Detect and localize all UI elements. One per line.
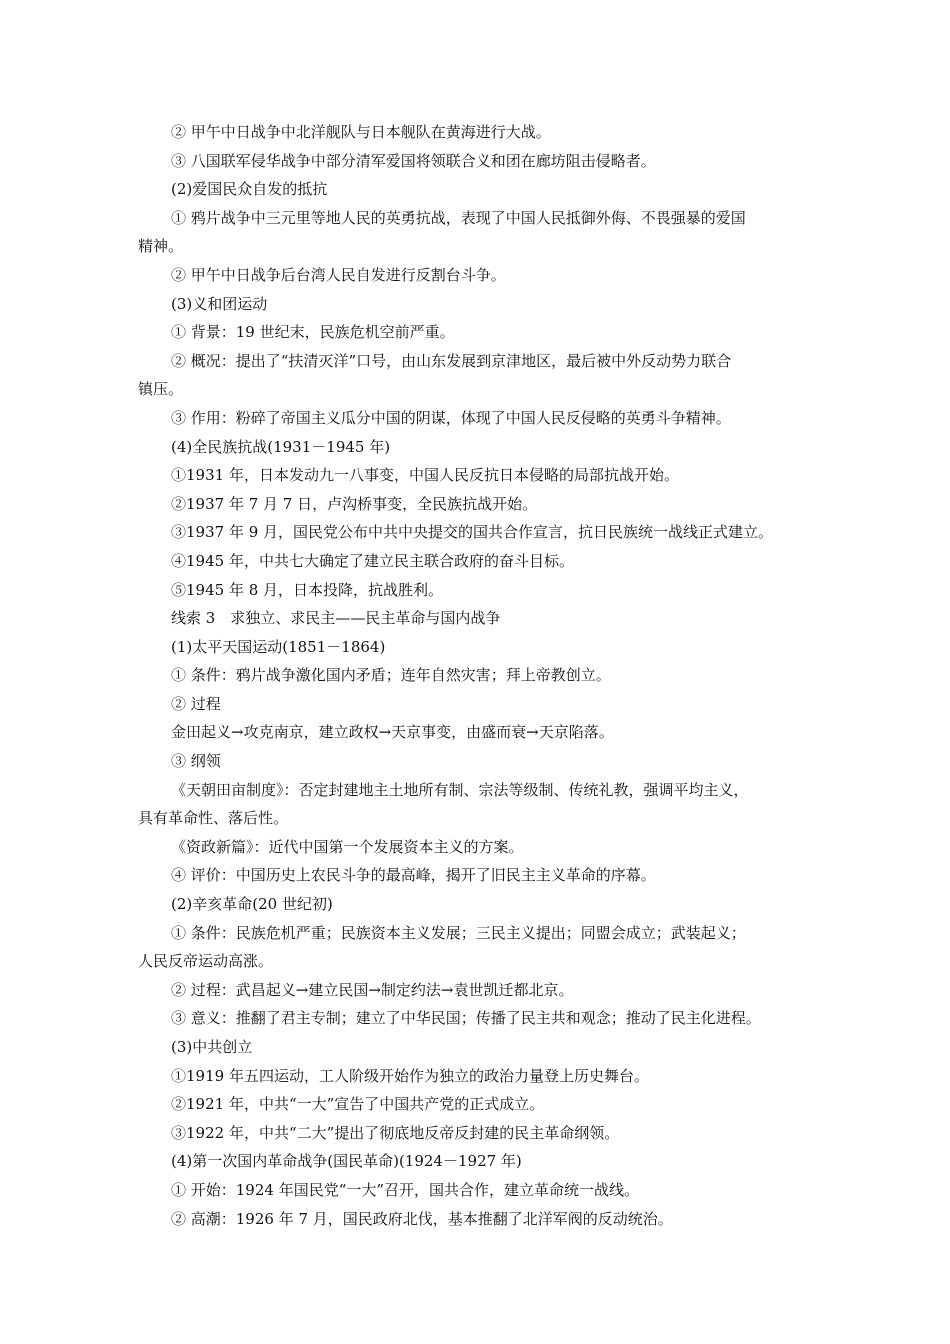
text-line: ① 开始：1924 年国民党“一大”召开，国共合作，建立革命统一战线。 <box>171 1180 640 1199</box>
subsection-heading: (1)太平天国运动(1851－1864) <box>171 637 386 656</box>
text-line: ③ 作用：粉碎了帝国主义瓜分中国的阴谋，体现了中国人民反侵略的英勇斗争精神。 <box>171 408 731 427</box>
text-line: ② 甲午中日战争后台湾人民自发进行反割台斗争。 <box>171 265 506 284</box>
text-line: ②1937 年 7 月 7 日，卢沟桥事变，全民族抗战开始。 <box>171 494 538 513</box>
text-line: ③1922 年，中共“二大”提出了彻底地反帝反封建的民主革命纲领。 <box>171 1123 620 1142</box>
text-line: 《资政新篇》：近代中国第一个发展资本主义的方案。 <box>171 837 524 856</box>
text-line: ②1921 年，中共“一大”宣告了中国共产党的正式成立。 <box>171 1095 545 1114</box>
text-line: ③ 纲领 <box>171 752 221 771</box>
text-line: ① 条件：民族危机严重；民族资本主义发展；三民主义提出；同盟会成立；武装起义； <box>171 923 746 942</box>
text-line: ② 甲午中日战争中北洋舰队与日本舰队在黄海进行大战。 <box>171 123 551 141</box>
subsection-heading: (2)爱国民众自发的抵抗 <box>171 180 328 199</box>
subsection-heading: (2)辛亥革命(20 世纪初) <box>171 895 333 914</box>
text-line: 人民反帝运动高涨。 <box>138 952 274 971</box>
section-heading: 线索 3 求独立、求民主——民主革命与国内战争 <box>171 609 501 628</box>
text-line: ①1931 年，日本发动九一八事变，中国人民反抗日本侵略的局部抗战开始。 <box>171 466 679 485</box>
text-line: ③ 八国联军侵华战争中部分清军爱国将领联合义和团在廊坊阻击侵略者。 <box>171 151 656 170</box>
text-line: ① 条件：鸦片战争激化国内矛盾；连年自然灾害；拜上帝教创立。 <box>171 666 611 685</box>
text-line: ⑤1945 年 8 月，日本投降，抗战胜利。 <box>171 580 444 599</box>
text-line: 具有革命性、落后性。 <box>138 809 289 828</box>
text-line: ① 背景：19 世纪末，民族危机空前严重。 <box>171 323 455 342</box>
text-line: ③ 意义：推翻了君主专制；建立了中华民国；传播了民主共和观念；推动了民主化进程。 <box>171 1009 761 1028</box>
subsection-heading: (3)中共创立 <box>171 1038 253 1056</box>
text-line: 《天朝田亩制度》：否定封建地主土地所有制、宗法等级制、传统礼教，强调平均主义， <box>171 780 749 799</box>
text-line: ② 概况：提出了“扶清灭洋”口号，由山东发展到京津地区，最后被中外反动势力联合 <box>171 351 732 370</box>
text-line: ② 过程：武昌起义→建立民国→制定约法→袁世凯迁都北京。 <box>171 980 574 999</box>
text-line: 镇压。 <box>138 380 184 399</box>
text-line: ① 鸦片战争中三元里等地人民的英勇抗战，表现了中国人民抵御外侮、不畏强暴的爱国 <box>171 208 746 227</box>
text-line: ② 过程 <box>171 694 221 713</box>
document-body <box>138 118 838 1233</box>
text-line: ④1945 年，中共七大确定了建立民主联合政府的奋斗目标。 <box>171 551 574 570</box>
text-line: ② 高潮：1926 年 7 月，国民政府北伐，基本推翻了北洋军阀的反动统治。 <box>171 1209 673 1228</box>
text-line: 精神。 <box>138 237 184 256</box>
text-line: ④ 评价：中国历史上农民斗争的最高峰，揭开了旧民主主义革命的序幕。 <box>171 866 656 885</box>
subsection-heading: (4)第一次国内革命战争(国民革命)(1924－1927 年) <box>171 1152 522 1171</box>
text-line: 金田起义→攻克南京，建立政权→天京事变，由盛而衰→天京陷落。 <box>171 723 614 742</box>
subsection-heading: (3)义和团运动 <box>171 294 268 313</box>
text-line: ①1919 年五四运动，工人阶级开始作为独立的政治力量登上历史舞台。 <box>171 1066 649 1085</box>
text-line: ③1937 年 9 月，国民党公布中共中央提交的国共合作宣言，抗日民族统一战线正式建立。 <box>171 523 774 542</box>
subsection-heading: (4)全民族抗战(1931－1945 年) <box>171 437 391 456</box>
